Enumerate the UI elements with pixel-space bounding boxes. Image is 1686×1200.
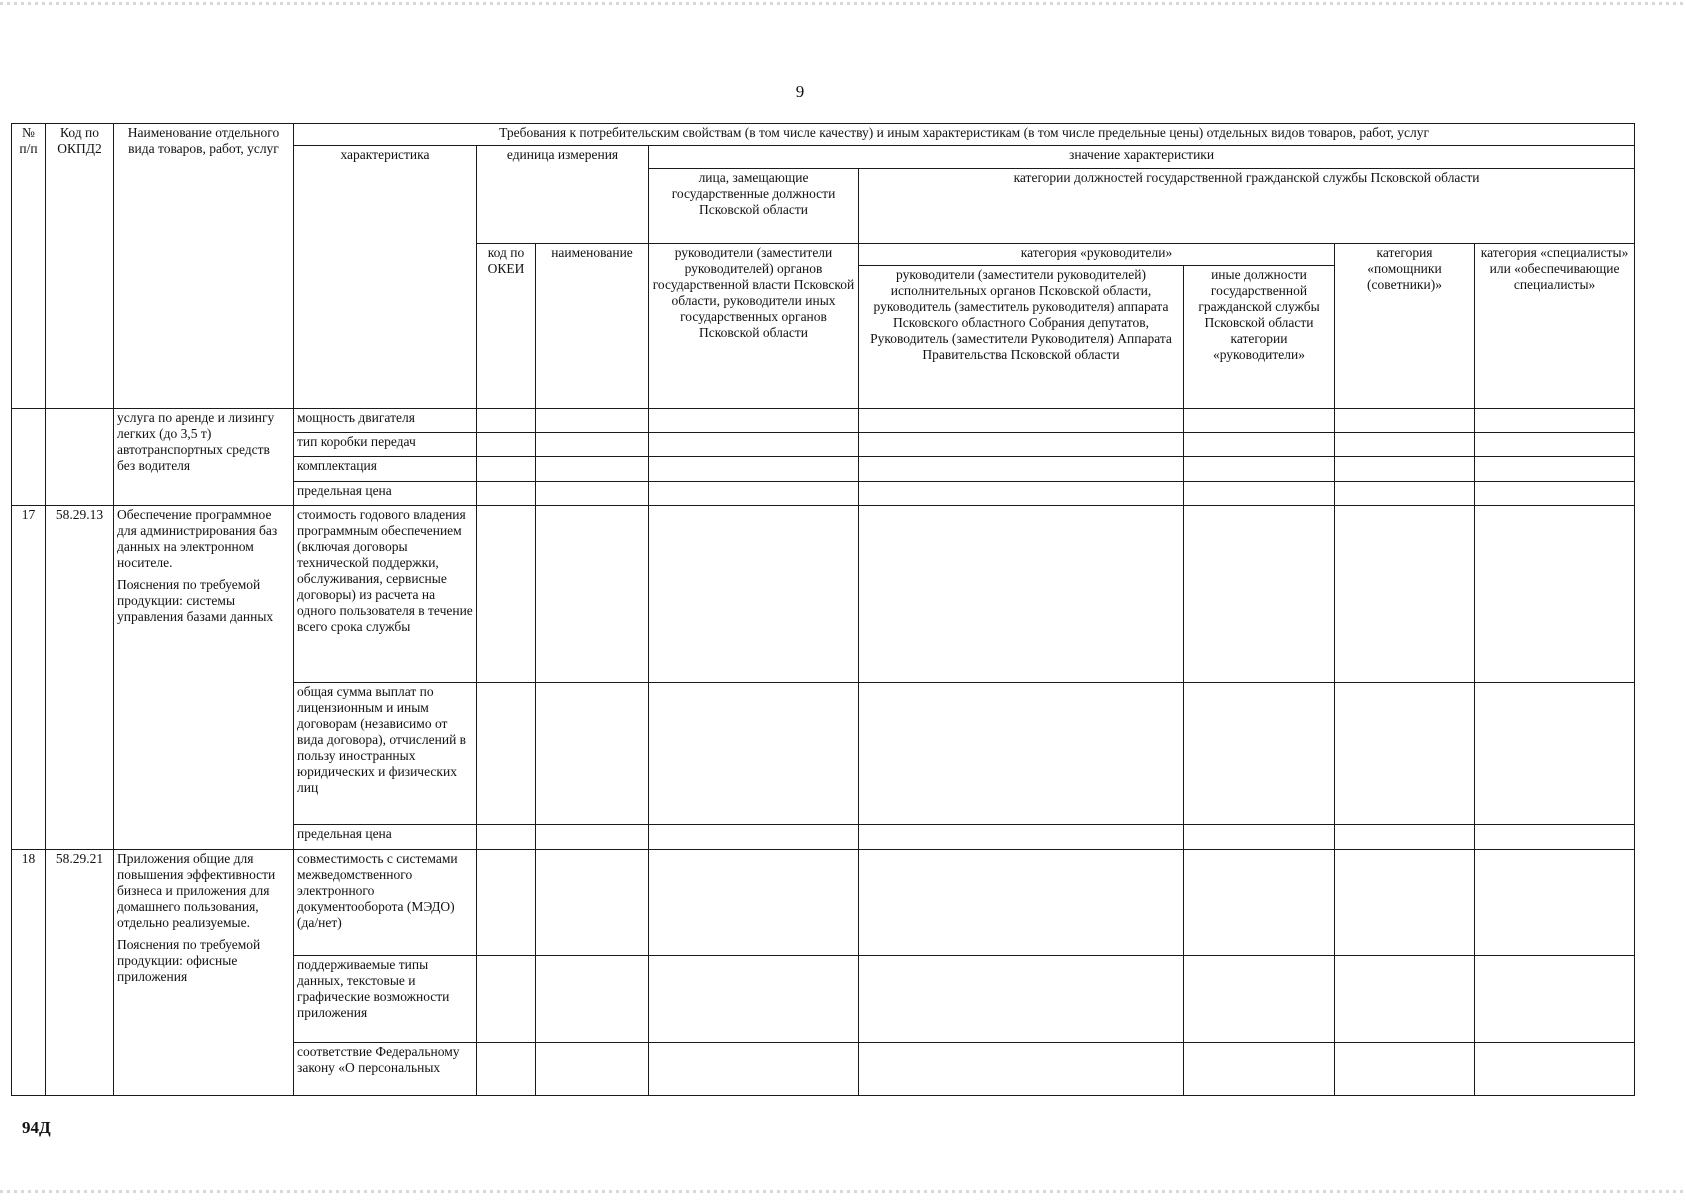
row-17-code: 58.29.13 — [46, 506, 114, 850]
row-18-char-personal-data-law: соответствие Федеральному закону «О персональных — [294, 1043, 477, 1096]
row-17-item-name: Обеспечение программное для администрирования баз данных на электронном носителе. — [117, 507, 278, 571]
header-state-positions: лица, замещающие государственные должности Псковской области — [649, 168, 859, 243]
header-num: № п/п — [12, 124, 46, 409]
cont-code-cell — [46, 408, 114, 506]
cont-char-gearbox: тип коробки передач — [294, 433, 477, 457]
scan-edge-bottom — [0, 1190, 1686, 1193]
row-17-char-license-payments: общая сумма выплат по лицензионным и иным договорам (независимо от вида договора), отчислений в пользу иностранных юридических и физических лиц — [294, 683, 477, 825]
footer-document-code: 94Д — [22, 1118, 51, 1137]
row-17-char-ownership-cost: стоимость годового владения программным обеспечением (включая договоры технической поддержки, обслуживания, сервисные договоры) из расчета на одного пользователя в течение всего срока службы — [294, 506, 477, 683]
row-17-num: 17 — [12, 506, 46, 850]
header-heads-other: иные должности государственной гражданской службы Псковской области категории «руководители» — [1184, 266, 1335, 408]
header-cat-specialists: категория «специалисты» или «обеспечивающие специалисты» — [1475, 243, 1635, 408]
row-17-char-price-limit: предельная цена — [294, 825, 477, 849]
row-18-item-note: Пояснения по требуемой продукции: офисные приложения — [117, 936, 261, 984]
requirements-table-body — [11, 123, 1635, 1096]
header-heads-exec: руководители (заместители руководителей) исполнительных органов Псковской области, руководитель (заместитель руководителя) аппарата Псковского областного Собрания депутатов, Руководитель (заместители Руководителя) Аппарата Правительства Псковской области — [859, 266, 1184, 408]
cont-char-engine-power: мощность двигателя — [294, 408, 477, 432]
cont-char-equipment: комплектация — [294, 457, 477, 481]
row-18-item — [114, 849, 294, 1095]
cont-char-price-limit: предельная цена — [294, 481, 477, 505]
header-requirements: Требования к потребительским свойствам (в том числе качеству) и иным характеристикам (в том числе предельные цены) отдельных видов товаров, работ, услуг — [294, 124, 1635, 146]
header-unit: единица измерения — [477, 146, 649, 244]
scan-edge-top — [0, 2, 1686, 5]
row-18-code: 58.29.21 — [46, 849, 114, 1095]
header-okpd: Код по ОКПД2 — [46, 124, 114, 409]
header-cat-assistants: категория «помощники (советники)» — [1335, 243, 1475, 408]
row-17-item — [114, 506, 294, 850]
header-characteristic: характеристика — [294, 146, 477, 408]
row-18-char-data-types: поддерживаемые типы данных, текстовые и графические возможности приложения — [294, 955, 477, 1042]
header-civil-categories: категории должностей государственной гражданской службы Псковской области — [859, 168, 1635, 243]
header-name: Наименование отдельного вида товаров, работ, услуг — [114, 124, 294, 409]
row-18-num: 18 — [12, 849, 46, 1095]
row-18-char-medo: совместимость с системами межведомственного электронного документооборота (МЭДО) (да/нет) — [294, 849, 477, 955]
header-okei: код по ОКЕИ — [477, 243, 536, 408]
row-18-item-name: Приложения общие для повышения эффективности бизнеса и приложения для домашнего пользования, отдельно реализуемые. — [117, 850, 276, 930]
header-cat-heads: категория «руководители» — [859, 243, 1335, 265]
header-value: значение характеристики — [649, 146, 1635, 168]
cont-item-name: услуга по аренде и лизингу легких (до 3,5 т) автотранспортных средств без водителя — [114, 408, 294, 506]
header-heads-bodies: руководители (заместители руководителей) органов государственной власти Псковской области, руководители иных государственных органов Псковской области — [649, 243, 859, 408]
page-number: 9 — [795, 82, 805, 101]
cont-num-cell — [12, 408, 46, 506]
row-17-item-note: Пояснения по требуемой продукции: системы управления базами данных — [117, 577, 274, 625]
header-unit-name: наименование — [536, 243, 649, 408]
